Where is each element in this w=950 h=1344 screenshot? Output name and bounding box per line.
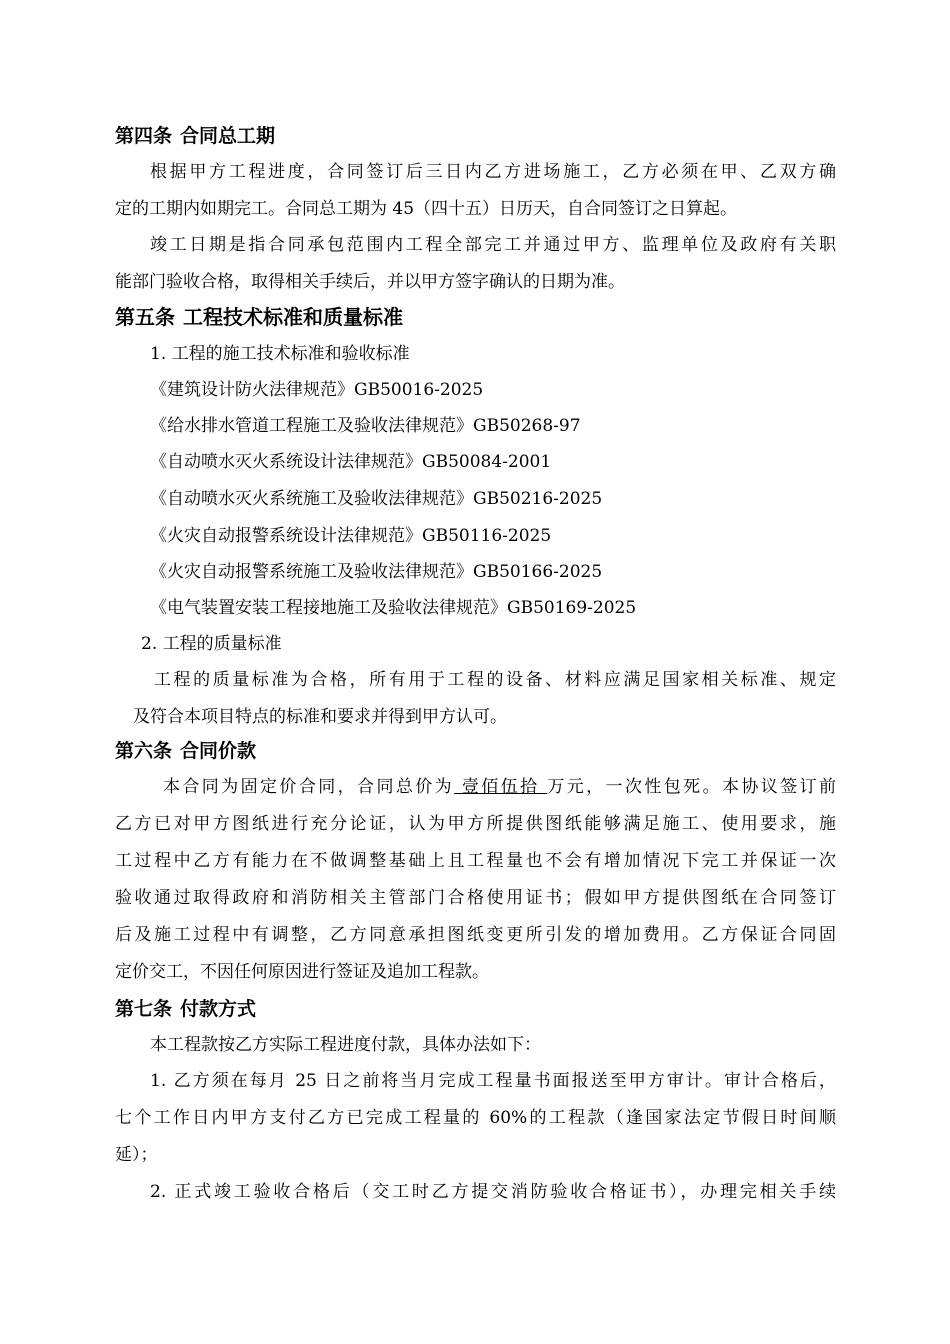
section7-heading	[115, 997, 256, 1021]
standard-item: 《自动喷水灭火系统施工及验收法律规范》GB50216-2025	[150, 489, 603, 509]
section6-line6: 定价交工，不因任何原因进行签证及追加工程款。	[115, 962, 489, 982]
section4-number: 第四条	[115, 125, 173, 147]
section5-item1-title: 1. 工程的施工技术标准和验收标准	[150, 344, 410, 364]
section5-quality-line2: 及符合本项目特点的标准和要求并得到甲方认可。	[133, 707, 507, 727]
section6-line1-pre: 本合同为固定价合同，合同总价为	[163, 777, 455, 797]
section5-number: 第五条	[115, 305, 175, 329]
standard-item: 《给水排水管道工程施工及验收法律规范》GB50268-97	[150, 416, 581, 436]
section4-para2-line2: 能部门验收合格，取得相关手续后，并以甲方签字确认的日期为准。	[115, 272, 625, 292]
section7-number: 第七条	[115, 998, 173, 1020]
section7-item1-line2: 七个工作日内甲方支付乙方已完成工程量的 60%的工程款（逢国家法定节假日时间顺	[115, 1108, 836, 1128]
section6-line1	[163, 775, 836, 799]
section7-intro: 本工程款按乙方实际工程进度付款，具体办法如下：	[150, 1035, 541, 1055]
standard-item: 《火灾自动报警系统设计法律规范》GB50116-2025	[150, 526, 552, 546]
standard-item: 《建筑设计防火法律规范》GB50016-2025	[150, 380, 484, 400]
section7-title: 付款方式	[180, 998, 257, 1020]
section4-title: 合同总工期	[180, 125, 276, 147]
section7-item1-line3: 延）；	[115, 1145, 158, 1165]
standard-item: 《火灾自动报警系统施工及验收法律规范》GB50166-2025	[150, 562, 603, 582]
section6-heading	[115, 739, 256, 763]
section6-line5: 后及施工过程中有调整，乙方同意承担图纸变更所引发的增加费用。乙方保证合同固	[115, 925, 836, 945]
section6-line2: 乙方已对甲方图纸进行充分论证，认为甲方所提供图纸能够满足施工、使用要求，施	[115, 814, 836, 834]
section4-heading	[115, 124, 275, 148]
section6-line4: 验收通过取得政府和消防相关主管部门合格使用证书；假如甲方提供图纸在合同签订	[115, 888, 836, 908]
section6-line3: 工过程中乙方有能力在不做调整基础上且工程量也不会有增加情况下完工并保证一次	[115, 851, 836, 871]
section4-para2-line1: 竣工日期是指合同承包范围内工程全部完工并通过甲方、监理单位及政府有关职	[150, 235, 836, 255]
section5-heading	[115, 305, 403, 329]
section5-title: 工程技术标准和质量标准	[183, 305, 403, 329]
section6-number: 第六条	[115, 740, 173, 762]
section4-para1-line1: 根据甲方工程进度，合同签订后三日内乙方进场施工，乙方必须在甲、乙双方确	[150, 162, 836, 182]
standard-item: 《电气装置安装工程接地施工及验收法律规范》GB50169-2025	[150, 598, 637, 618]
section4-para1-line2: 定的工期内如期完工。合同总工期为 45（四十五）日历天，自合同签订之日算起。	[115, 199, 738, 219]
section7-item2-line1: 2. 正式竣工验收合格后（交工时乙方提交消防验收合格证书），办理完相关手续	[150, 1182, 836, 1202]
section6-title: 合同价款	[180, 740, 257, 762]
section5-quality-line1: 工程的质量标准为合格，所有用于工程的设备、材料应满足国家相关标准、规定	[154, 670, 836, 690]
contract-amount: 壹佰伍拾	[454, 777, 548, 797]
section6-line1-post: 万元，一次性包死。本协议签订前	[547, 777, 837, 797]
section5-item2-title: 2. 工程的质量标准	[141, 634, 282, 654]
section7-item1-line1: 1. 乙方须在每月 25 日之前将当月完成工程量书面报送至甲方审计。审计合格后，	[150, 1071, 836, 1091]
standard-item: 《自动喷水灭火系统设计法律规范》GB50084-2001	[150, 452, 552, 472]
